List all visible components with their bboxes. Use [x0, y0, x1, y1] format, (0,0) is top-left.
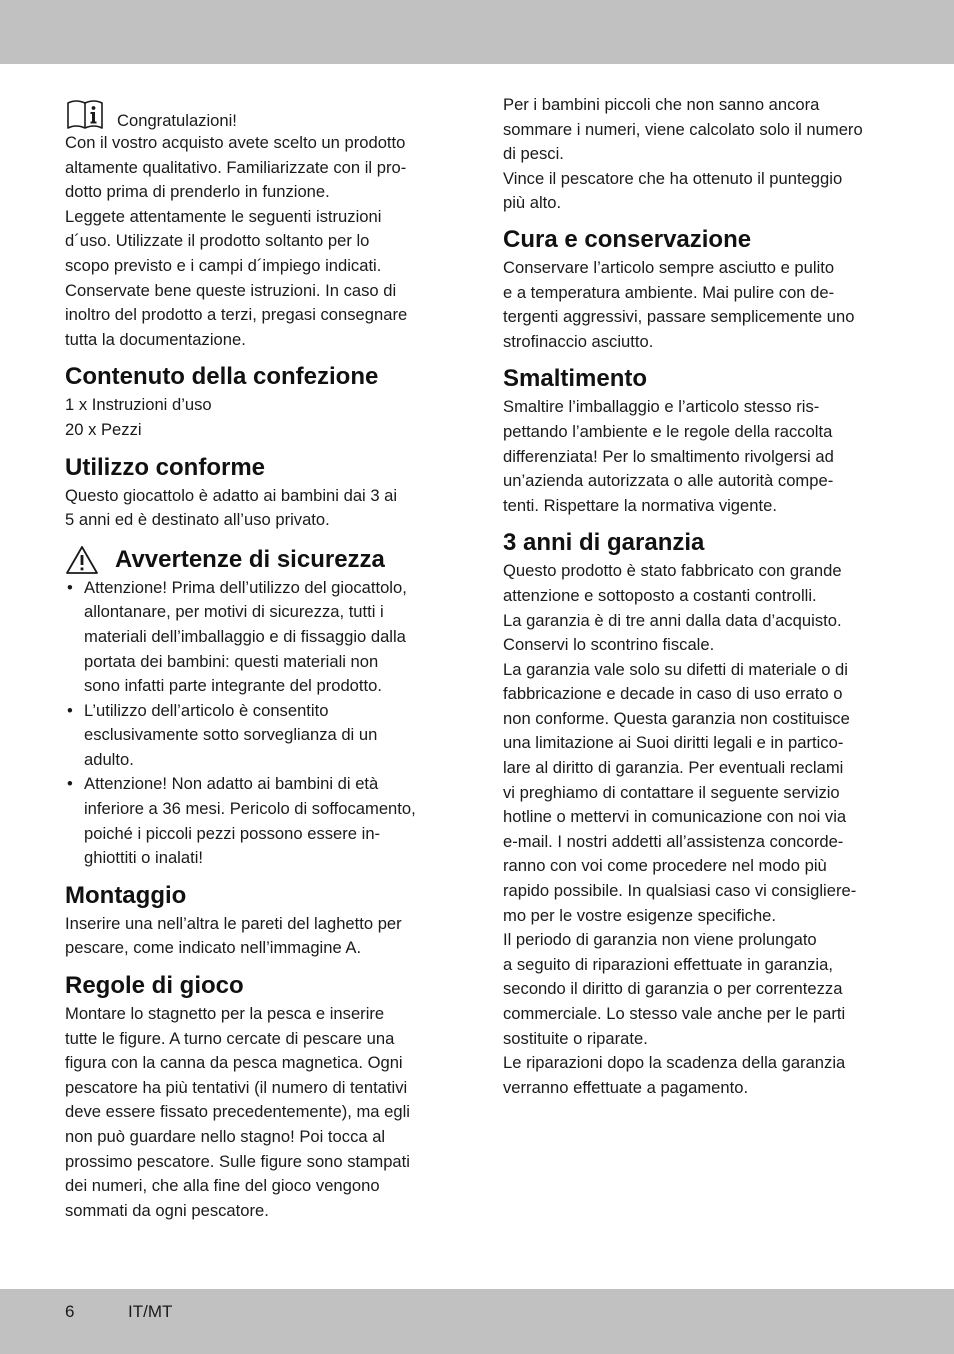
contenuto-heading: Contenuto della confezione [65, 363, 379, 391]
garanzia-heading: 3 anni di garanzia [503, 529, 705, 557]
contenuto-text: 1 x Instruzioni d’uso 20 x Pezzi [65, 395, 212, 439]
right-column [503, 93, 893, 1100]
intro-text: Con il vostro acquisto avete scelto un prodotto altamente qualitativo. Familiarizzate con il pro- dotto prima di prenderlo in funzione. Leggete attentamente le seguenti istruzioni d´uso. Utilizzate il prodotto soltanto per lo scopo previsto e i campi d´impiego indicati. Conservate bene queste istruzioni. In caso di inoltro del prodotto a terzi, pregasi consegnare tutta la documentazione. [65, 133, 408, 349]
regole-continued-text: Per i bambini piccoli che non sanno ancora sommare i numeri, viene calcolato solo il numero di pesci. Vince il pescatore che ha ottenuto il punteggio più alto. [503, 95, 863, 213]
intro-heading [65, 93, 447, 131]
regole-text: Montare lo stagnetto per la pesca e inserire tutte le figure. A turno cercate di pescare una figura con la canna da pesca magnetica. Ogni pescatore ha più tentativi (il numero di tentativi deve essere fissato precedentemente), ma egli non può guardare nello stagno! Poi tocca al prossimo pescatore. Sulle figure sono stampati dei numeri, che alla fine del gioco vengono sommati da ogni pescatore. [65, 1004, 410, 1220]
header-bar [0, 0, 954, 64]
cura-heading: Cura e conservazione [503, 225, 752, 253]
smaltimento-heading: Smaltimento [503, 365, 648, 393]
utilizzo-text: Questo giocattolo è adatto ai bambini dai 3 ai 5 anni ed è destinato all’uso privato. [65, 485, 398, 530]
left-column [65, 93, 447, 1223]
avvertenze-heading-row [65, 533, 447, 576]
list-item: • Attenzione! Prima dell’utilizzo del giocattolo, allontanare, per motivi di sicurezza, tutti i materiali dell’imballaggio e di fissaggio dalla portata dei bambini: questi materiali non sono infatti parte integrante del prodotto. [65, 576, 447, 699]
utilizzo-heading: Utilizzo conforme [65, 453, 266, 481]
page-number: 6 [65, 1302, 75, 1321]
cura-text: Conservare l’articolo sempre asciutto e pulito e a temperatura ambiente. Mai pulire con de- tergenti aggressivi, passare semplicemente uno strofinaccio asciutto. [503, 257, 855, 351]
avvertenze-list [65, 576, 447, 871]
smaltimento-text: Smaltire l’imballaggio e l’articolo stesso ris- pettando l’ambiente e le regole della raccolta differenziata! Per lo smaltimento rivolgersi ad un’azienda autorizzata o alle autorità compe- tenti. Rispettare la normativa vigente. [503, 397, 834, 515]
avvertenze-heading: Avvertenze di sicurezza [115, 545, 385, 573]
montaggio-heading: Montaggio [65, 881, 187, 909]
garanzia-text: Questo prodotto è stato fabbricato con grande attenzione e sottoposto a costanti controlli. La garanzia è di tre anni dalla data d’acquisto. Conservi lo scontrino fiscale. La garanzia vale solo su difetti di materiale o di fabbricazione e decade in caso di uso errato o non conforme. Questa garanzia non costituisce una limitazione ai Suoi diritti legali e in partico- lare al diritto di garanzia. Per eventuali reclami vi preghiamo di contattare il seguente servizio hotline o mettervi in comunicazione con noi via e-mail. I nostri addetti all’assistenza concorde- ranno con voi come procedere nel modo più rapido possibile. In qualsiasi caso vi consigliere- mo per le vostre esigenze specifiche. Il periodo di garanzia non viene prolungato a seguito di riparazioni effettuate in garanzia, secondo il diritto di garanzia o per correntezza commerciale. Lo stesso vale anche per le parti sostituite o riparate. Le riparazioni dopo la scadenza della garanzia verranno effettuate a pagamento. [503, 561, 857, 1097]
montaggio-text: Inserire una nell’altra le pareti del laghetto per pescare, come indicato nell’immagine A. [65, 913, 402, 958]
language-code: IT/MT [128, 1302, 173, 1321]
intro-title: Congratulazioni! [117, 111, 237, 130]
manual-info-icon [65, 97, 105, 131]
regole-heading: Regole di gioco [65, 972, 244, 1000]
warning-icon [65, 545, 99, 575]
list-item: • Attenzione! Non adatto ai bambini di età inferiore a 36 mesi. Pericolo di soffocamento, poiché i piccoli pezzi possono essere in- ghiottiti o inalati! [65, 772, 447, 870]
list-item: • L’utilizzo dell’articolo è consentito esclusivamente sotto sorveglianza di un adulto. [65, 699, 447, 773]
